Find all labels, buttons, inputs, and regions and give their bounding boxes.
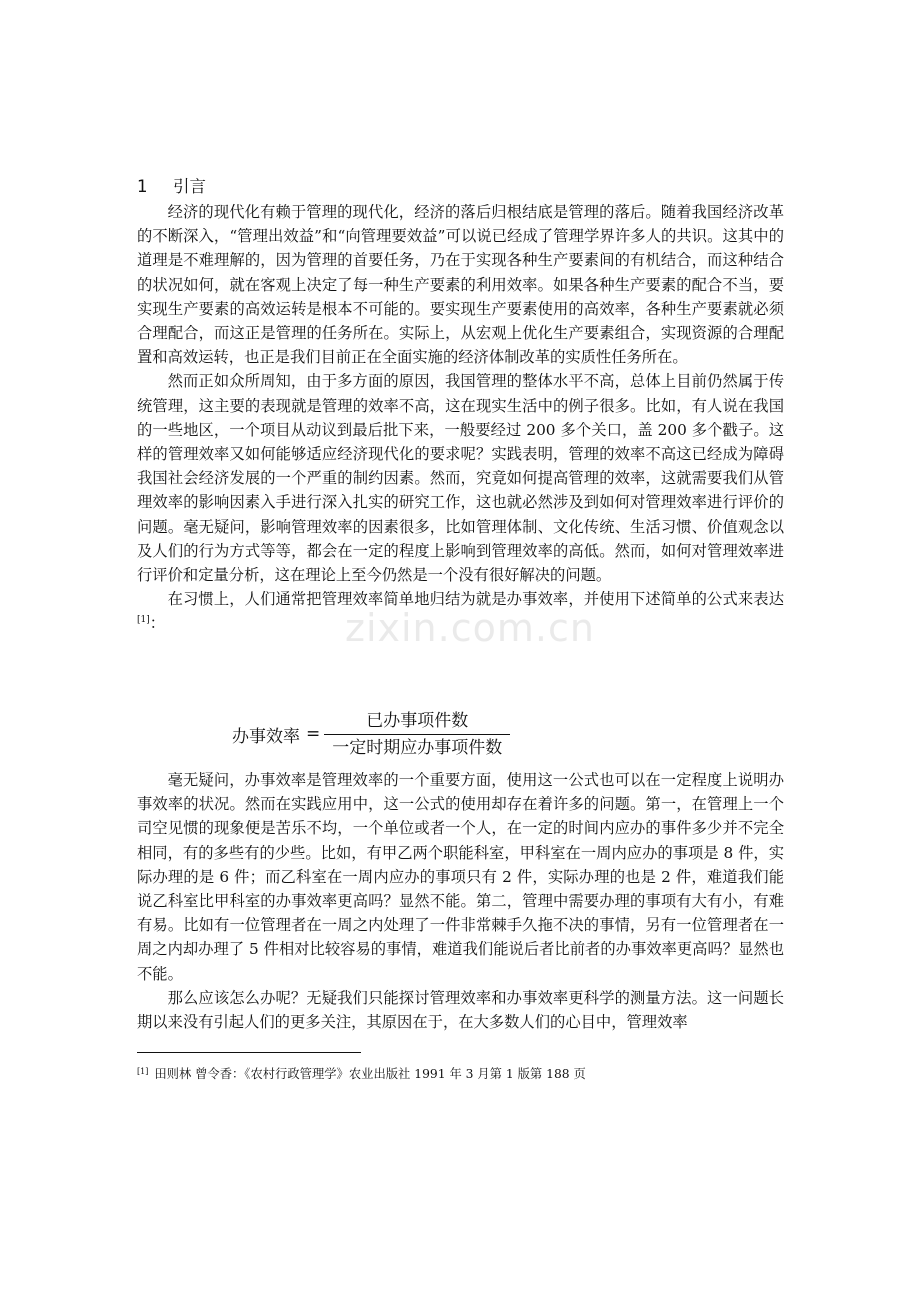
formula-lhs: 办事效率	[232, 726, 300, 747]
citation-mark: [1]	[137, 615, 150, 626]
footnote	[137, 1066, 586, 1082]
footnote-mark: [1]	[137, 1067, 149, 1076]
footnote-divider	[137, 1052, 361, 1053]
paragraph: 经济的现代化有赖于管理的现代化，经济的落后归根结底是管理的落后。随着我国经济改革的不断深入，“管理出效益”和“向管理要效益”可以说已经成了管理学界许多人的共识。这其中的道理是不难理解的，因为管理的首要任务，乃在于实现各种生产要素间的有机结合，而这种结合的状况如何，就在客观上决定了每一种生产要素的利用效率。如果各种生产要素的配合不当，要实现生产要素的高效运转是根本不可能的。要实现生产要素使用的高效率，各种生产要素就必须合理配合，而这正是管理的任务所在。实际上，从宏观上优化生产要素组合，实现资源的合理配置和高效运转，也正是我们目前正在全面实施的经济体制改革的实质性任务所在。	[137, 203, 784, 367]
paragraph-text: 在习惯上，人们通常把管理效率简单地归结为就是办事效率，并使用下述简单的公式来表达	[167, 590, 784, 609]
formula-fraction	[324, 710, 510, 759]
section-heading	[137, 176, 206, 198]
watermark: zixin.com.cn	[345, 606, 595, 650]
body-text-upper	[137, 200, 784, 636]
paragraph: 那么应该怎么办呢？无疑我们只能探讨管理效率和办事效率更科学的测量方法。这一问题长期以来没有引起人们的更多关注，其原因在于，在大多数人们的心目中，管理效率	[137, 988, 784, 1032]
paragraph: 毫无疑问，办事效率是管理效率的一个重要方面，使用这一公式也可以在一定程度上说明办事效率的状况。然而在实践应用中，这一公式的使用却存在着许多的问题。第一，在管理上一个司空见惯的现象便是苦乐不均，一个单位或者一个人，在一定的时间内应办的事件多少并不完全相同，有的多些有的少些。比如，有甲乙两个职能科室，甲科室在一周内应办的事项是 8 件，实际办理的是 6 件；而乙科室在一周内应办的事项只有 2 件，实际办理的也是 2 件，难道我们能说乙科室比甲科室的办事效率更高吗？显然不能。第二，管理中需要办理的事项有大有小，有难有易。比如有一位管理者在一周之内处理了一件非常棘手久拖不决的事情，另有一位管理者在一周之内却办理了 5 件相对比较容易的事情，难道我们能说后者比前者的办事效率更高吗？显然也不能。	[137, 771, 784, 983]
footnote-text: 田则林 曾令香：《农村行政管理学》农业出版社 1991 年 3 月第 1 版第 188 页	[154, 1067, 586, 1081]
section-title: 引言	[173, 177, 206, 196]
paragraph-end-punct: ：	[149, 614, 166, 633]
paragraph	[137, 587, 784, 635]
efficiency-formula	[232, 706, 510, 762]
formula-numerator: 已办事项件数	[366, 710, 469, 731]
body-text-lower	[137, 768, 784, 1034]
paragraph: 然而正如众所周知，由于多方面的原因，我国管理的整体水平不高，总体上目前仍然属于传统管理，这主要的表现就是管理的效率不高，这在现实生活中的例子很多。比如，有人说在我国的一些地区，一个项目从动议到最后批下来，一般要经过 200 多个关口，盖 200 多个戳子。这样的管理效率又如何能够适应经济现代化的要求呢？实践表明，管理的效率不高这已经成为障碍我国社会经济发展的一个严重的制约因素。然而，究竟如何提高管理的效率，这就需要我们从管理效率的影响因素入手进行深入扎实的研究工作，这也就必然涉及到如何对管理效率进行评价的问题。毫无疑问，影响管理效率的因素很多，比如管理体制、文化传统、生活习惯、价值观念以及人们的行为方式等等，都会在一定的程度上影响到管理效率的高低。然而，如何对管理效率进行评价和定量分析，这在理论上至今仍然是一个没有很好解决的问题。	[137, 372, 784, 585]
formula-equals: =	[306, 724, 321, 744]
section-number: 1	[137, 177, 148, 196]
formula-denominator: 一定时期应办事项件数	[332, 737, 503, 758]
